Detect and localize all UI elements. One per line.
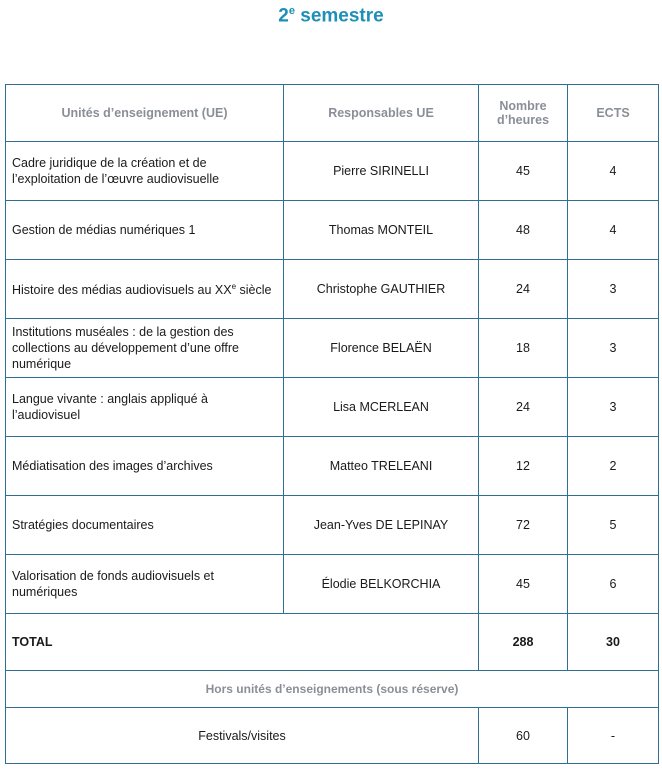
header-ue: Unités d’enseignement (UE): [6, 85, 284, 142]
hors-ue-label: Hors unités d’enseignements (sous réserve): [6, 671, 659, 708]
total-heures: 288: [479, 614, 568, 671]
cell-ects: 6: [568, 555, 659, 614]
cell-ue: Valorisation de fonds audiovisuels et numériques: [6, 555, 284, 614]
cell-ue: Histoire des médias audiovisuels au XXe siècle: [6, 260, 284, 319]
table-row: [6, 555, 659, 614]
cell-heures: 72: [479, 496, 568, 555]
festivals-label: Festivals/visites: [6, 708, 479, 764]
cell-ue: Langue vivante : anglais appliqué à l’audiovisuel: [6, 378, 284, 437]
table-row: [6, 437, 659, 496]
cell-responsable: Élodie BELKORCHIA: [284, 555, 479, 614]
cell-heures: 24: [479, 260, 568, 319]
cell-responsable: Jean-Yves DE LEPINAY: [284, 496, 479, 555]
cell-ects: 3: [568, 378, 659, 437]
cell-ue: Institutions muséales : de la gestion des collections au développement d’une offre numérique: [6, 319, 284, 378]
table-row: [6, 496, 659, 555]
cell-ects: 3: [568, 319, 659, 378]
festivals-heures: 60: [479, 708, 568, 764]
festivals-row: [6, 708, 659, 764]
header-ects: ECTS: [568, 85, 659, 142]
cell-responsable: Thomas MONTEIL: [284, 201, 479, 260]
table-header-row: [6, 85, 659, 142]
cell-responsable: Florence BELAËN: [284, 319, 479, 378]
cell-responsable: Pierre SIRINELLI: [284, 142, 479, 201]
cell-ue: Stratégies documentaires: [6, 496, 284, 555]
cell-heures: 18: [479, 319, 568, 378]
cell-heures: 48: [479, 201, 568, 260]
hors-ue-row: [6, 671, 659, 708]
header-heures: Nombre d’heures: [479, 85, 568, 142]
header-responsables: Responsables UE: [284, 85, 479, 142]
cell-ue: Médiatisation des images d’archives: [6, 437, 284, 496]
cell-responsable: Christophe GAUTHIER: [284, 260, 479, 319]
cell-ects: 3: [568, 260, 659, 319]
page-title: 2e semestre: [278, 5, 384, 27]
cell-heures: 24: [479, 378, 568, 437]
cell-responsable: Matteo TRELEANI: [284, 437, 479, 496]
table-row: [6, 201, 659, 260]
table-row: [6, 142, 659, 201]
cell-ue: Cadre juridique de la création et de l’exploitation de l’œuvre audiovisuelle: [6, 142, 284, 201]
cell-heures: 45: [479, 555, 568, 614]
cell-ects: 2: [568, 437, 659, 496]
course-table: [5, 84, 659, 764]
cell-responsable: Lisa MCERLEAN: [284, 378, 479, 437]
cell-ects: 4: [568, 142, 659, 201]
cell-ue: Gestion de médias numériques 1: [6, 201, 284, 260]
table-row: [6, 260, 659, 319]
festivals-ects: -: [568, 708, 659, 764]
table-row: [6, 319, 659, 378]
total-label: TOTAL: [6, 614, 479, 671]
cell-ects: 5: [568, 496, 659, 555]
cell-ects: 4: [568, 201, 659, 260]
table-row: [6, 378, 659, 437]
total-row: [6, 614, 659, 671]
cell-heures: 12: [479, 437, 568, 496]
total-ects: 30: [568, 614, 659, 671]
cell-heures: 45: [479, 142, 568, 201]
